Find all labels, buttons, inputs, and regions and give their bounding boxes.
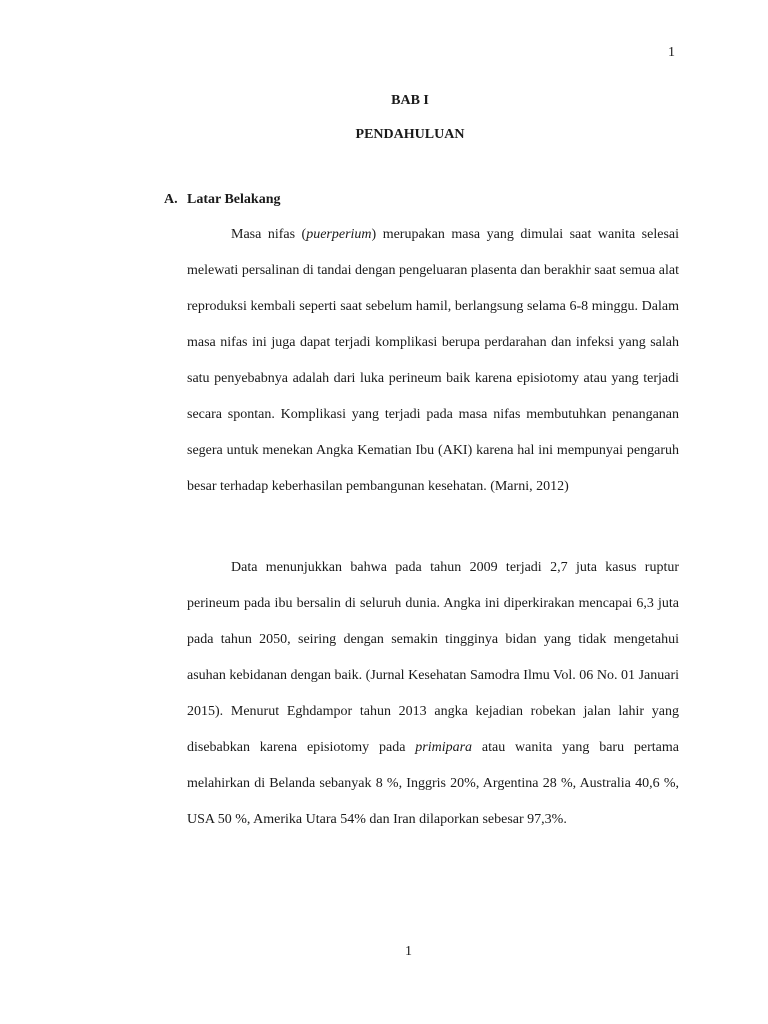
page-number-top: 1 — [668, 45, 675, 60]
section-title: Latar Belakang — [187, 192, 281, 207]
paragraph-1-part2: ) merupakan masa yang dimulai saat wanita selesai melewati persalinan di tandai dengan pengeluaran plasenta dan berakhir saat semua alat reproduksi kembali seperti saat sebelum hamil, berlangsung selama 6-8 minggu. Dalam masa nifas ini juga dapat terjadi komplikasi berupa perdarahan dan infeksi yang salah satu penyebabnya adalah dari luka perineum baik karena episiotomy atau yang terjadi secara spontan. Komplikasi yang terjadi pada masa nifas membutuhkan penanganan segera untuk menekan Angka Kematian Ibu (AKI) karena hal ini mempunyai pengaruh besar terhadap keberhasilan pembangunan kesehatan. (Marni, 2012) — [187, 227, 680, 494]
paragraph-2 — [187, 550, 679, 838]
section-heading — [164, 192, 280, 208]
paragraph-2-part2: atau wanita yang baru pertama melahirkan di Belanda sebanyak 8 %, Inggris 20%, Argentina 28 %, Australia 40,6 %, USA 50 %, Amerika Utara 54% dan Iran dilaporkan sebesar 97,3%. — [187, 740, 679, 827]
chapter-title: PENDAHULUAN — [355, 127, 465, 142]
chapter-label: BAB I — [391, 93, 429, 108]
paragraph-1 — [187, 217, 679, 505]
page-number-bottom: 1 — [405, 944, 412, 959]
paragraph-2-part1: Data menunjukkan bahwa pada tahun 2009 terjadi 2,7 juta kasus ruptur perineum pada ibu bersalin di seluruh dunia. Angka ini diperkirakan mencapai 6,3 juta pada tahun 2050, seiring dengan semakin tingginya bidan yang tidak mengetahui asuhan kebidanan dengan baik. (Jurnal Kesehatan Samodra Ilmu Vol. 06 No. 01 Januari 2015). Menurut Eghdampor tahun 2013 angka kejadian robekan jalan lahir yang disebabkan karena episiotomy pada — [187, 560, 679, 755]
paragraph-2-italic: primipara — [415, 740, 473, 755]
paragraph-1-part1: Masa nifas ( — [231, 227, 307, 242]
section-letter: A. — [164, 192, 178, 207]
paragraph-1-italic: puerperium — [306, 227, 372, 242]
